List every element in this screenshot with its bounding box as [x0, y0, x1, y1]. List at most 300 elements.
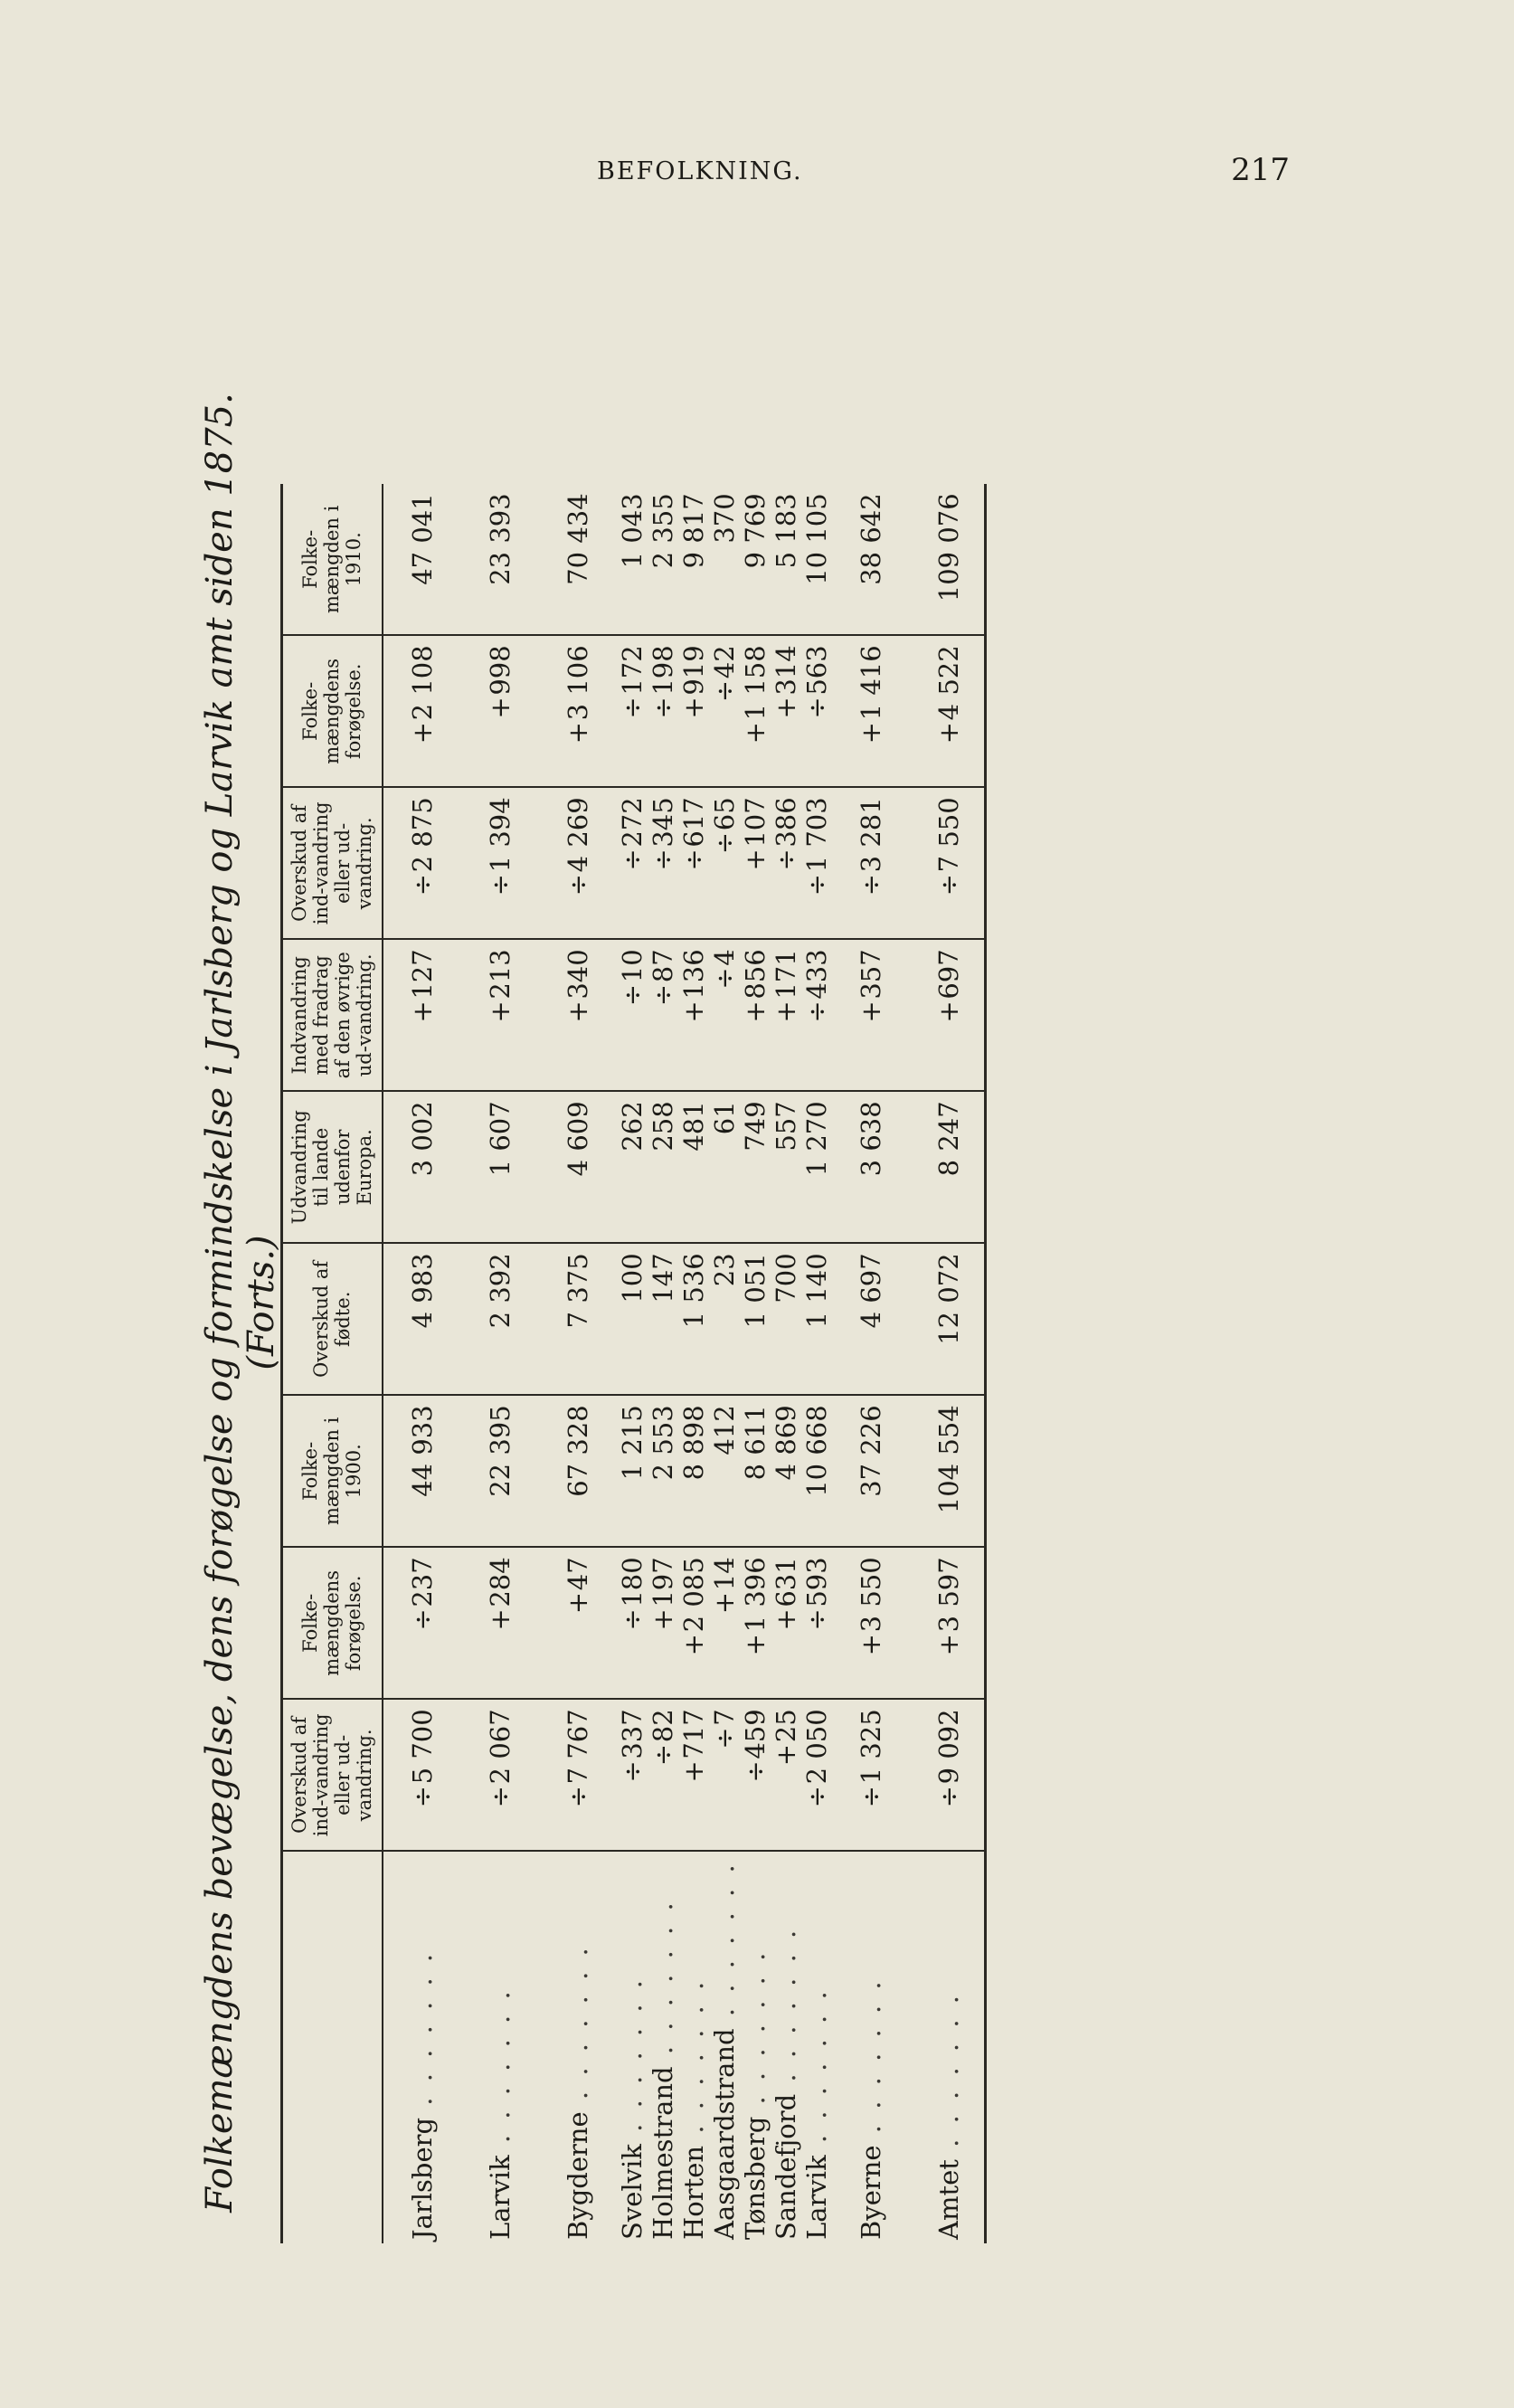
cell-value: 4 — [708, 949, 740, 966]
sign: + — [739, 848, 771, 871]
cell-value: 557 — [770, 1101, 801, 1152]
cell-value: 1 416 — [855, 645, 886, 721]
table-cell — [648, 1243, 678, 1395]
table-cell — [771, 1547, 801, 1699]
cell-value: 47 041 — [406, 493, 438, 585]
table-cell — [709, 484, 740, 635]
sign: ÷ — [677, 848, 709, 871]
table-cell — [801, 1395, 832, 1547]
leader-dots: . . . . . . . — [616, 1977, 648, 2145]
sign: + — [677, 1634, 709, 1656]
table-cell — [678, 787, 709, 939]
cell-value: 2 355 — [647, 493, 678, 569]
cell-value: 197 — [647, 1557, 678, 1607]
table-cell — [740, 635, 771, 787]
row-label-text: Aasgaardstrand — [708, 2028, 740, 2240]
cell-value: 284 — [484, 1557, 516, 1607]
leader-dots: . . . . . . . — [739, 1948, 771, 2117]
cell-value: 9 769 — [739, 493, 771, 569]
cell-value: 44 933 — [406, 1405, 438, 1497]
cell-value: 2 067 — [484, 1709, 516, 1785]
cell-value: 23 393 — [484, 493, 516, 585]
table-cell — [617, 1243, 648, 1395]
sign: + — [677, 1760, 709, 1783]
sign: ÷ — [616, 1608, 648, 1631]
table-cell — [740, 1091, 771, 1243]
table-cell — [832, 635, 910, 787]
column-header-district — [282, 1851, 383, 2243]
column-header: Folke-mængdens forøgelse. — [282, 635, 383, 787]
table-cell — [709, 939, 740, 1091]
table-cell — [771, 787, 801, 939]
cell-value: 258 — [647, 1101, 678, 1152]
table-cell — [539, 1243, 617, 1395]
leader-dots: . . . . . . . — [800, 1987, 832, 2156]
row-label-text: Tønsberg — [739, 2116, 771, 2240]
cell-value: 10 668 — [800, 1405, 832, 1497]
cell-value: 5 700 — [406, 1709, 438, 1785]
cell-value: 337 — [616, 1709, 648, 1759]
sign: ÷ — [800, 697, 832, 719]
table-row — [709, 484, 740, 2243]
cell-value: 127 — [406, 949, 438, 1000]
cell-value: 4 609 — [562, 1101, 593, 1177]
table-cell — [539, 1091, 617, 1243]
cell-value: 104 554 — [932, 1405, 964, 1514]
sign: ÷ — [406, 874, 438, 896]
table-cell — [771, 635, 801, 787]
cell-value: 749 — [739, 1101, 771, 1152]
table-cell — [461, 635, 539, 787]
row-label — [461, 1851, 539, 2243]
cell-value: 42 — [708, 645, 740, 679]
cell-value: 7 767 — [562, 1709, 593, 1785]
cell-value: 47 — [562, 1557, 593, 1591]
sign: ÷ — [616, 848, 648, 871]
leader-dots: . . . . . . . — [855, 1977, 886, 2146]
table-cell — [383, 1091, 461, 1243]
cell-value: 4 522 — [932, 645, 964, 721]
cell-value: 1 703 — [800, 797, 832, 873]
table-row — [461, 484, 539, 2243]
cell-value: 87 — [647, 949, 678, 983]
table-cell — [461, 1243, 539, 1395]
table-cell — [648, 1395, 678, 1547]
cell-value: 593 — [800, 1557, 832, 1607]
cell-value: 136 — [677, 949, 709, 1000]
cell-value: 1 396 — [739, 1557, 771, 1633]
table-caption: Folkemængdens bevægelse, dens forøgelse og formindskelse i Jarlsberg og Larvik amt siden 1875. (Forts.) — [199, 393, 282, 2213]
cell-value: 82 — [647, 1709, 678, 1743]
cell-value: 100 — [616, 1253, 648, 1304]
cell-value: 697 — [932, 949, 964, 1000]
cell-value: 7 — [708, 1709, 740, 1726]
sign: + — [484, 1608, 516, 1631]
sign: ÷ — [562, 874, 593, 896]
cell-value: 1 270 — [800, 1101, 832, 1177]
table-cell — [383, 1395, 461, 1547]
cell-value: 2 108 — [406, 645, 438, 721]
cell-value: 340 — [562, 949, 593, 1000]
cell-value: 481 — [677, 1101, 709, 1152]
row-label-text: Byerne — [855, 2145, 886, 2240]
cell-value: 22 395 — [484, 1405, 516, 1497]
table-cell — [461, 939, 539, 1091]
sign: + — [770, 697, 801, 719]
row-label — [648, 1851, 678, 2243]
table-cell — [678, 1699, 709, 1851]
leader-dots: . . . . . . . — [647, 1899, 678, 2067]
column-header: Folke-mængdens forøgelse. — [282, 1547, 383, 1699]
table-cell — [832, 484, 910, 635]
cell-value: 14 — [708, 1557, 740, 1591]
table-cell — [910, 635, 986, 787]
table-cell — [740, 939, 771, 1091]
table-cell — [648, 1547, 678, 1699]
sign: ÷ — [647, 983, 678, 1007]
table-cell — [539, 635, 617, 787]
running-title: BEFOLKNING. — [597, 157, 803, 185]
table-cell — [648, 787, 678, 939]
row-label — [617, 1851, 648, 2243]
cell-value: 37 226 — [855, 1405, 886, 1497]
sign: ÷ — [932, 874, 964, 896]
row-label — [678, 1851, 709, 2243]
table-row — [383, 484, 461, 2243]
table-cell — [617, 1547, 648, 1699]
table-cell — [771, 1395, 801, 1547]
table-cell — [678, 1243, 709, 1395]
table-cell — [617, 787, 648, 939]
table-cell — [461, 787, 539, 939]
table-cell — [910, 1395, 986, 1547]
table-cell — [461, 1091, 539, 1243]
sign: + — [647, 1608, 678, 1631]
table-cell — [648, 1699, 678, 1851]
sign: + — [406, 722, 438, 744]
cell-value: 4 697 — [855, 1253, 886, 1329]
cell-value: 1 158 — [739, 645, 771, 721]
cell-value: 67 328 — [562, 1405, 593, 1497]
table-cell — [709, 1243, 740, 1395]
cell-value: 4 983 — [406, 1253, 438, 1329]
leader-dots: . . . . . . . — [932, 1992, 964, 2160]
sign: ÷ — [406, 1786, 438, 1808]
table-cell — [678, 1091, 709, 1243]
page-number: 217 — [1231, 152, 1290, 188]
column-header: Folke-mængden i 1910. — [282, 484, 383, 635]
cell-value: 237 — [406, 1557, 438, 1607]
cell-value: 4 269 — [562, 797, 593, 873]
table-cell — [383, 1547, 461, 1699]
sign: ÷ — [708, 679, 740, 703]
table-cell — [617, 1395, 648, 1547]
table-cell — [648, 484, 678, 635]
table-cell — [832, 939, 910, 1091]
sign: ÷ — [739, 1760, 771, 1783]
cell-value: 412 — [708, 1405, 740, 1455]
sign: ÷ — [708, 831, 740, 855]
sign: ÷ — [855, 1786, 886, 1808]
cell-value: 1 051 — [739, 1253, 771, 1329]
sign: ÷ — [647, 1743, 678, 1767]
cell-value: 9 092 — [932, 1709, 964, 1785]
table-cell — [539, 1395, 617, 1547]
table-cell — [539, 1547, 617, 1699]
table-cell — [461, 1547, 539, 1699]
cell-value: 38 642 — [855, 493, 886, 585]
table-cell — [709, 1091, 740, 1243]
sign: ÷ — [616, 983, 648, 1007]
table-cell — [801, 1243, 832, 1395]
row-label — [383, 1851, 461, 2243]
sign: + — [484, 697, 516, 719]
cell-value: 459 — [739, 1709, 771, 1759]
sign: ÷ — [800, 1000, 832, 1023]
cell-value: 180 — [616, 1557, 648, 1607]
table-cell — [678, 484, 709, 635]
sign: + — [406, 1000, 438, 1023]
table-cell — [910, 1699, 986, 1851]
cell-value: 198 — [647, 645, 678, 696]
cell-value: 370 — [708, 493, 740, 544]
table-cell — [910, 1547, 986, 1699]
table-cell — [539, 939, 617, 1091]
table-cell — [740, 1243, 771, 1395]
column-header: Folke-mængden i 1900. — [282, 1395, 383, 1547]
cell-value: 1 536 — [677, 1253, 709, 1329]
cell-value: 7 550 — [932, 797, 964, 873]
table-cell — [383, 939, 461, 1091]
cell-value: 262 — [616, 1101, 648, 1152]
table-cell — [678, 1547, 709, 1699]
sign: + — [855, 1634, 886, 1656]
table-cell — [461, 1699, 539, 1851]
sign: + — [677, 697, 709, 719]
cell-value: 1 043 — [616, 493, 648, 569]
sign: + — [770, 1743, 801, 1767]
cell-value: 65 — [708, 797, 740, 831]
table-header-row — [282, 484, 383, 2243]
table-cell — [709, 635, 740, 787]
cell-value: 2 085 — [677, 1557, 709, 1633]
sign: + — [855, 1000, 886, 1023]
cell-value: 172 — [616, 645, 648, 696]
table-cell — [771, 1091, 801, 1243]
cell-value: 8 247 — [932, 1101, 964, 1177]
cell-value: 717 — [677, 1709, 709, 1759]
table-cell — [461, 484, 539, 635]
table-cell — [648, 1091, 678, 1243]
table-cell — [740, 1547, 771, 1699]
column-header: Udvandring til lande udenfor Europa. — [282, 1091, 383, 1243]
table-cell — [832, 1243, 910, 1395]
cell-value: 4 869 — [770, 1405, 801, 1481]
table-cell — [678, 939, 709, 1091]
table-cell — [617, 1699, 648, 1851]
table-cell — [383, 635, 461, 787]
sign: + — [932, 1000, 964, 1023]
table-cell — [771, 939, 801, 1091]
sign: + — [739, 1634, 771, 1656]
table-cell — [771, 484, 801, 635]
table-cell — [648, 939, 678, 1091]
cell-value: 998 — [484, 645, 516, 696]
cell-value: 2 050 — [800, 1709, 832, 1785]
sign: ÷ — [616, 1760, 648, 1783]
table-cell — [740, 1699, 771, 1851]
table-cell — [910, 1243, 986, 1395]
cell-value: 433 — [800, 949, 832, 1000]
cell-value: 61 — [708, 1101, 740, 1135]
sign: + — [770, 1000, 801, 1023]
sign: ÷ — [406, 1608, 438, 1631]
table-cell — [740, 1395, 771, 1547]
row-label-text: Horten — [677, 2145, 709, 2240]
cell-value: 314 — [770, 645, 801, 696]
table-row — [771, 484, 801, 2243]
sign: + — [484, 1000, 516, 1023]
leader-dots: . . . . . . . — [484, 1987, 516, 2156]
table-cell — [832, 1395, 910, 1547]
row-label-text: Holmestrand — [647, 2066, 678, 2240]
cell-value: 3 281 — [855, 797, 886, 873]
table-cell — [678, 635, 709, 787]
sign: + — [932, 722, 964, 744]
table-cell — [383, 1699, 461, 1851]
table-cell — [678, 1395, 709, 1547]
column-header: Overskud af fødte. — [282, 1243, 383, 1395]
table-cell — [383, 484, 461, 635]
leader-dots: . . . . . . . — [677, 1977, 709, 2146]
row-label — [801, 1851, 832, 2243]
cell-value: 147 — [647, 1253, 678, 1304]
table-row — [617, 484, 648, 2243]
cell-value: 345 — [647, 797, 678, 848]
table-cell — [383, 1243, 461, 1395]
leader-dots: . . . . . . . — [708, 1861, 740, 2029]
page-header — [0, 152, 1514, 192]
cell-value: 3 638 — [855, 1101, 886, 1177]
table-cell — [709, 1699, 740, 1851]
sign: ÷ — [616, 697, 648, 719]
sign: + — [562, 1591, 593, 1615]
table-cell — [801, 1091, 832, 1243]
cell-value: 1 394 — [484, 797, 516, 873]
table-cell — [383, 787, 461, 939]
cell-value: 8 898 — [677, 1405, 709, 1481]
sign: ÷ — [932, 1786, 964, 1808]
table-cell — [617, 484, 648, 635]
table-cell — [648, 635, 678, 787]
cell-value: 171 — [770, 949, 801, 1000]
sign: ÷ — [708, 1727, 740, 1749]
sign: ÷ — [770, 848, 801, 871]
cell-value: 386 — [770, 797, 801, 848]
table-cell — [832, 1091, 910, 1243]
table-cell — [801, 939, 832, 1091]
sign: + — [739, 722, 771, 744]
table-cell — [832, 1699, 910, 1851]
table-cell — [709, 1395, 740, 1547]
row-label-text: Larvik — [484, 2155, 516, 2240]
row-label — [771, 1851, 801, 2243]
cell-value: 1 215 — [616, 1405, 648, 1481]
cell-value: 563 — [800, 645, 832, 696]
cell-value: 272 — [616, 797, 648, 848]
sign: + — [562, 1000, 593, 1023]
column-header: Overskud af ind-vandring eller ud-vandring. — [282, 787, 383, 939]
table-body — [383, 484, 986, 2243]
table-cell — [709, 787, 740, 939]
table-row — [740, 484, 771, 2243]
leader-dots: . . . . . . . — [562, 1944, 593, 2112]
table-cell — [617, 939, 648, 1091]
table-cell — [740, 787, 771, 939]
table-row — [678, 484, 709, 2243]
cell-value: 2 553 — [647, 1405, 678, 1481]
table-cell — [801, 484, 832, 635]
row-label — [832, 1851, 910, 2243]
cell-value: 919 — [677, 645, 709, 696]
table-cell — [709, 1547, 740, 1699]
row-label — [539, 1851, 617, 2243]
row-label-text: Sandefjord — [770, 2093, 801, 2240]
cell-value: 3 597 — [932, 1557, 964, 1633]
table-cell — [910, 1091, 986, 1243]
cell-value: 23 — [708, 1253, 740, 1287]
cell-value: 617 — [677, 797, 709, 848]
sign: ÷ — [800, 1608, 832, 1631]
table-cell — [801, 1699, 832, 1851]
row-label — [709, 1851, 740, 2243]
table-cell — [771, 1243, 801, 1395]
sign: + — [770, 1608, 801, 1631]
sign: ÷ — [647, 848, 678, 871]
row-label-text: Bygderne — [562, 2111, 593, 2240]
row-label-text: Svelvik — [616, 2144, 648, 2240]
column-header: Indvandring med fradrag af den øvrige ud-vandring. — [282, 939, 383, 1091]
table-cell — [461, 1395, 539, 1547]
cell-value: 7 375 — [562, 1253, 593, 1329]
table-row — [910, 484, 986, 2243]
table-cell — [801, 635, 832, 787]
table-row — [832, 484, 910, 2243]
table-row — [801, 484, 832, 2243]
cell-value: 631 — [770, 1557, 801, 1607]
table-cell — [740, 484, 771, 635]
cell-value: 213 — [484, 949, 516, 1000]
cell-value: 5 183 — [770, 493, 801, 569]
cell-value: 10 — [616, 949, 648, 983]
sign: + — [932, 1634, 964, 1656]
cell-value: 109 076 — [932, 493, 964, 602]
cell-value: 357 — [855, 949, 886, 1000]
row-label — [740, 1851, 771, 2243]
sign: + — [739, 1000, 771, 1023]
table-cell — [910, 787, 986, 939]
column-header: Overskud af ind-vandring eller ud-vandring. — [282, 1699, 383, 1851]
sign: ÷ — [855, 874, 886, 896]
cell-value: 1 325 — [855, 1709, 886, 1785]
table-cell — [617, 635, 648, 787]
cell-value: 12 072 — [932, 1253, 964, 1345]
sign: + — [677, 1000, 709, 1023]
sign: + — [708, 1591, 740, 1615]
table-cell — [539, 1699, 617, 1851]
cell-value: 70 434 — [562, 493, 593, 585]
cell-value: 107 — [739, 797, 771, 848]
